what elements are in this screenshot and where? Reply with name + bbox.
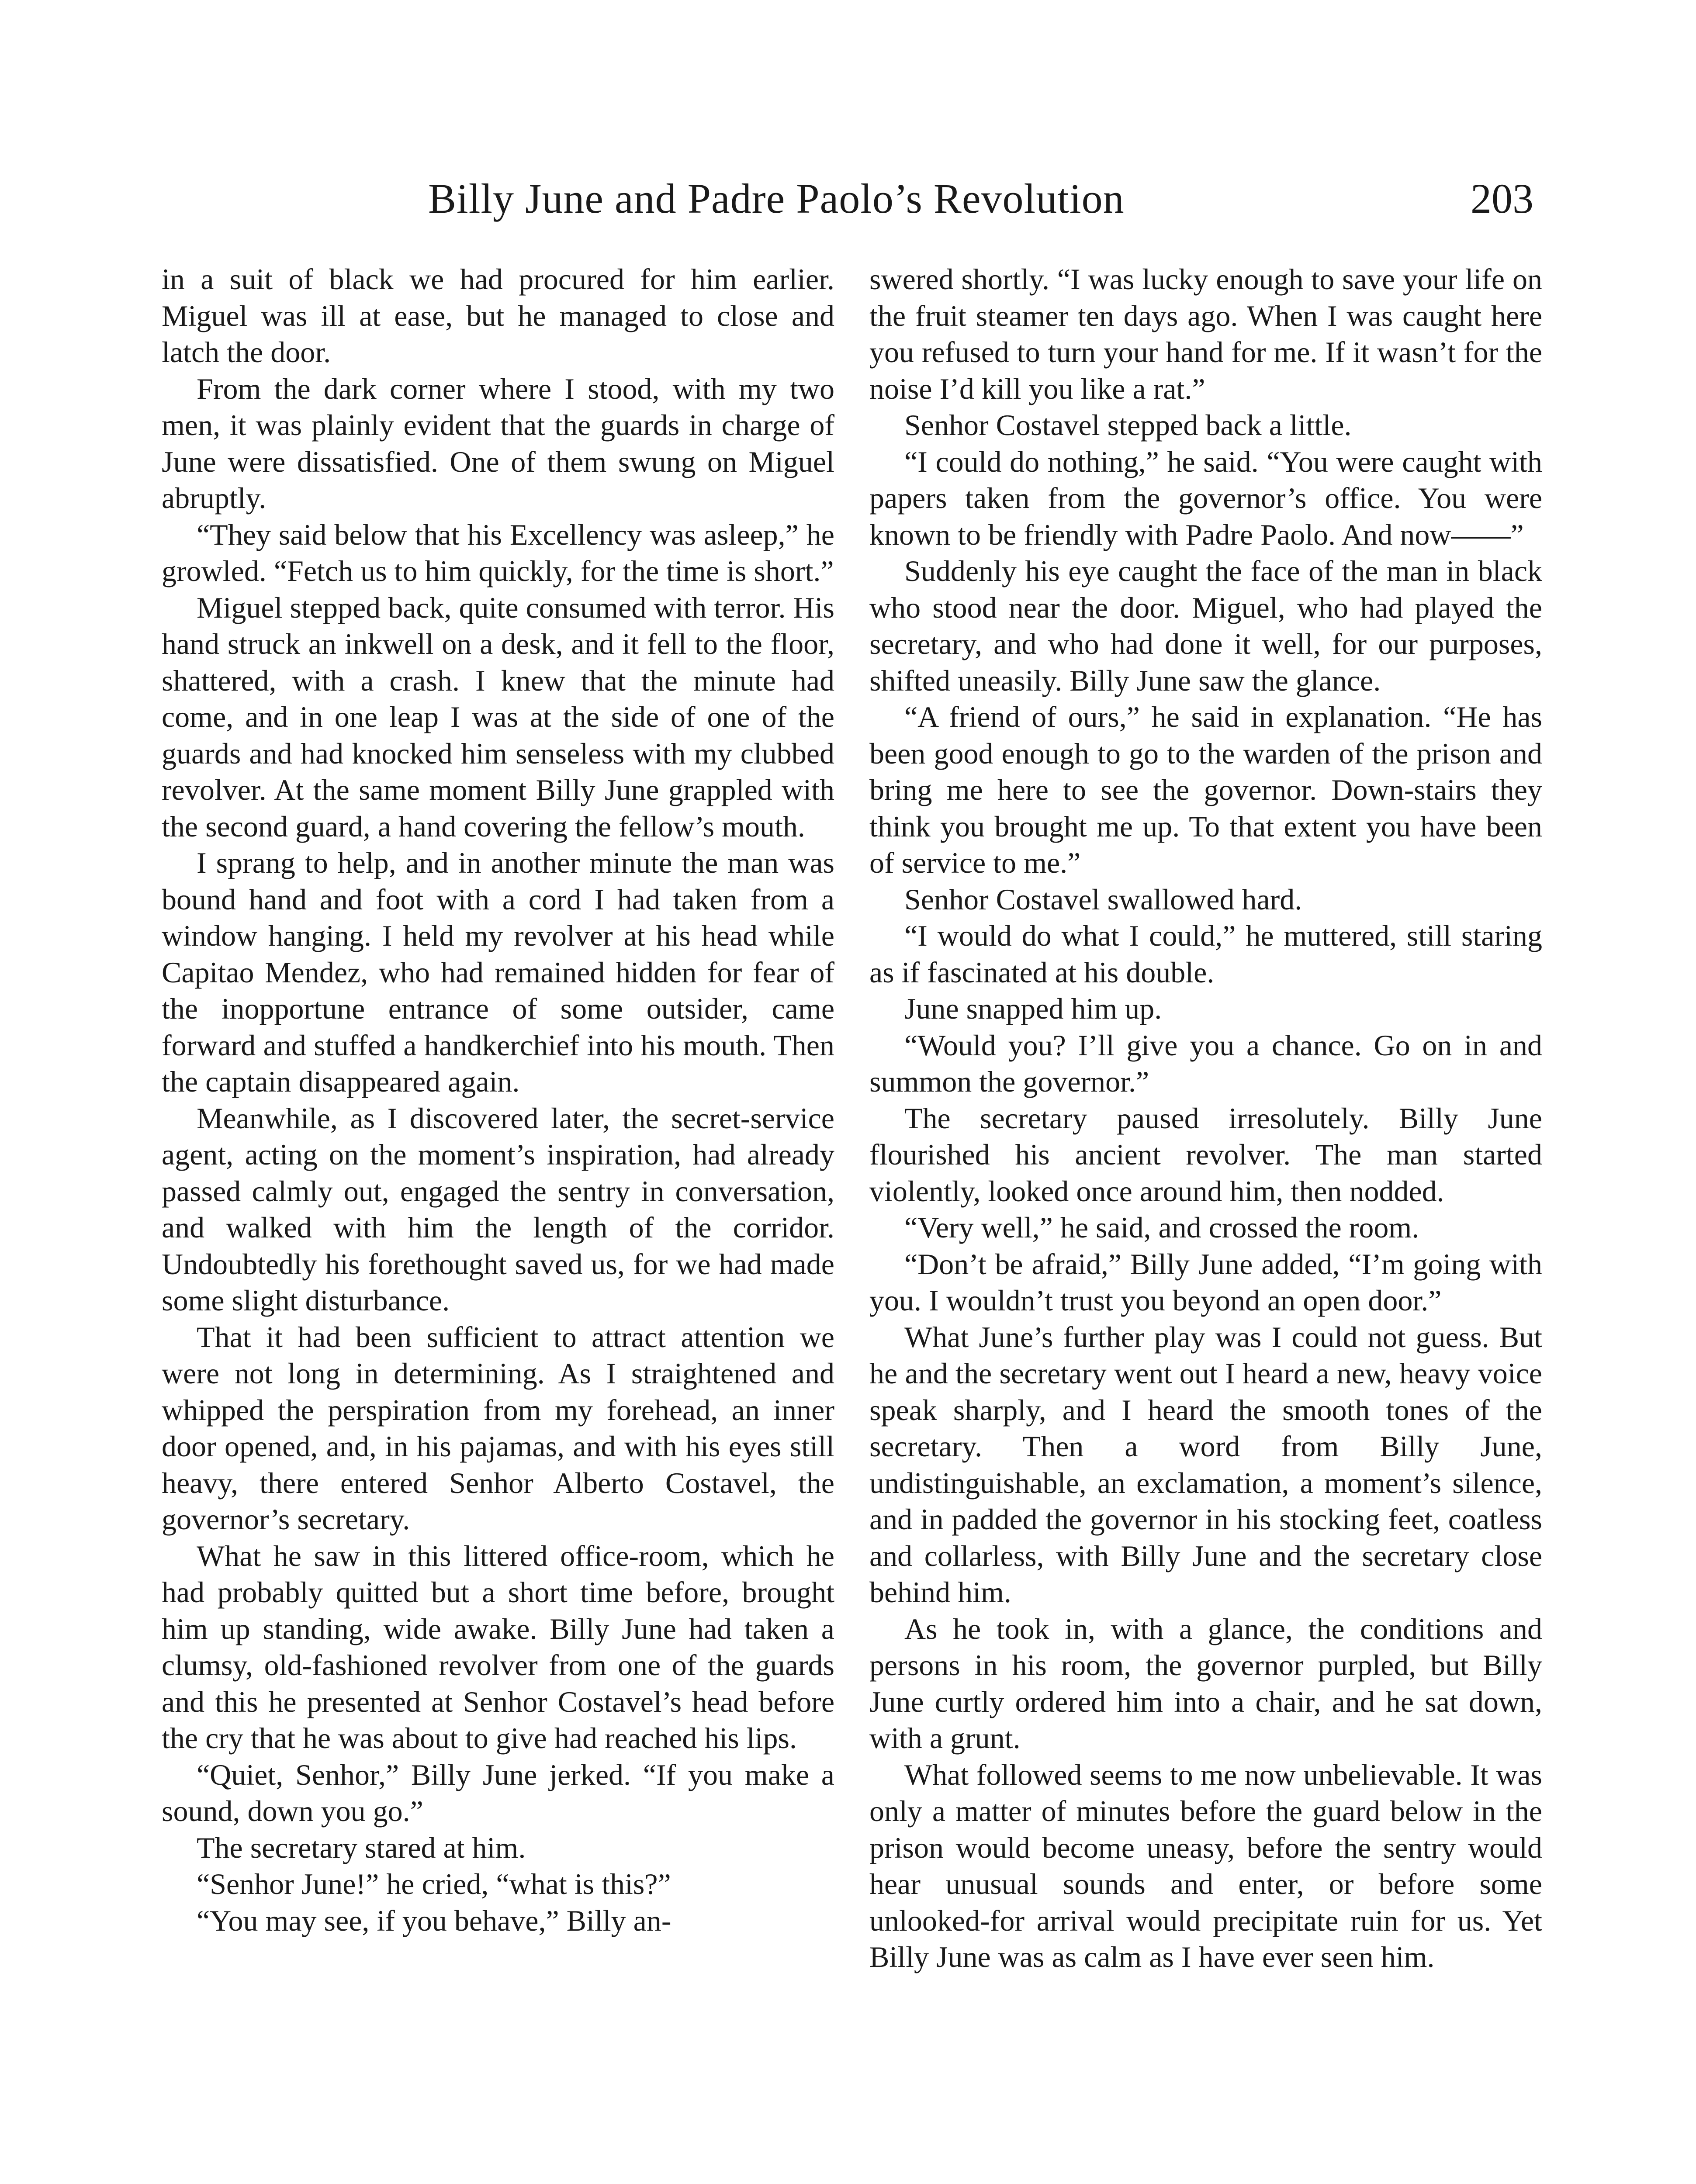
paragraph: Meanwhile, as I discovered later, the secret-service agent, acting on the moment’s inspiration, had already passed calmly out, engaged the sentry in conversation, and walked with him the length of the corridor. Undoubtedly his forethought saved us, for we had made some slight disturbance. bbox=[162, 1101, 834, 1317]
paragraph: Miguel stepped back, quite consumed with terror. His hand struck an inkwell on a desk, and it fell to the floor, shattered, with a crash. I knew that the minute had come, and in one leap I was at the side of one of the guards and had knocked him senseless with my clubbed revolver. At the same moment Billy June grappled with the second guard, a hand covering the fellow’s mouth. bbox=[162, 591, 834, 843]
paragraph: The secretary paused irresolutely. Billy June flourished his ancient revolver. The man started violently, looked once around him, then nodded. bbox=[869, 1101, 1542, 1208]
paragraph: What followed seems to me now unbelievable. It was only a matter of minutes before the guard below in the prison would become uneasy, before the sentry would hear unusual sounds and enter, or before some unlooked-for arrival would precipitate ruin for us. Yet Billy June was as calm as I have ever seen him. bbox=[869, 1758, 1542, 1973]
page-header bbox=[157, 173, 1533, 225]
paragraph: swered shortly. “I was lucky enough to save your life on the fruit steamer ten days ago. When I was caught here you refused to turn your hand for me. If it wasn’t for the noise I’d kill you like a rat.” bbox=[869, 263, 1542, 405]
paragraph: Senhor Costavel swallowed hard. bbox=[904, 882, 1302, 916]
paragraph: From the dark corner where I stood, with my two men, it was plainly evident that the guards in charge of June were dissatisfied. One of them swung on Miguel abruptly. bbox=[162, 372, 834, 515]
page-number: 203 bbox=[1471, 175, 1533, 222]
paragraph: “Quiet, Senhor,” Billy June jerked. “If you make a sound, down you go.” bbox=[162, 1758, 834, 1828]
paragraph: “Would you? I’ll give you a chance. Go on in and summon the governor.” bbox=[869, 1028, 1542, 1098]
paragraph: “I would do what I could,” he muttered, still staring as if fascinated at his double. bbox=[869, 919, 1542, 989]
paragraph: Senhor Costavel stepped back a little. bbox=[904, 408, 1352, 442]
paragraph: What he saw in this littered office-room, which he had probably quitted but a short time before, brought him up standing, wide awake. Billy June had taken a clumsy, old-fashioned revolver from one of the guards and this he presented at Senhor Costavel’s head before the cry that he was about to give had reached his lips. bbox=[162, 1539, 834, 1755]
running-head: Billy June and Padre Paolo’s Revolution bbox=[428, 175, 1125, 222]
paragraph: I sprang to help, and in another minute the man was bound hand and foot with a cord I had taken from a window hanging. I held my revolver at his head while Capitao Mendez, who had remained hidden for fear of the inopportune entrance of some outsider, came forward and stuffed a handkerchief into his mouth. Then the captain disappeared again. bbox=[162, 846, 834, 1098]
paragraph: “Very well,” he said, and crossed the room. bbox=[904, 1211, 1419, 1244]
paragraph: What June’s further play was I could not guess. But he and the secretary went out I heard a new, heavy voice speak sharply, and I heard the smooth tones of the secretary. Then a word from Billy June, undistinguishable, an exclamation, a moment’s silence, and in padded the governor in his stocking feet, coatless and collarless, with Billy June and the secretary close behind him. bbox=[869, 1320, 1542, 1609]
paragraph: As he took in, with a glance, the conditions and persons in his room, the governor purpled, but Billy June curtly ordered him into a chair, and he sat down, with a grunt. bbox=[869, 1612, 1542, 1755]
paragraph: June snapped him up. bbox=[904, 992, 1162, 1025]
paragraph: That it had been sufficient to attract attention we were not long in determining. As I straightened and whipped the perspiration from my forehead, an inner door opened, and, in his pajamas, and with his eyes still heavy, there entered Senhor Alberto Costavel, the governor’s secretary. bbox=[162, 1320, 834, 1536]
paragraph: in a suit of black we had procured for him earlier. Miguel was ill at ease, but he managed to close and latch the door. bbox=[162, 263, 834, 369]
right-column bbox=[869, 261, 1542, 1976]
paragraph: “A friend of ours,” he said in explanation. “He has been good enough to go to the warden of the prison and bring me here to see the governor. Down-stairs they think you brought me up. To that extent you have been of service to me.” bbox=[869, 700, 1542, 879]
paragraph: “You may see, if you behave,” Billy an- bbox=[197, 1904, 671, 1937]
paragraph: “Don’t be afraid,” Billy June added, “I’m going with you. I wouldn’t trust you beyond an open door.” bbox=[869, 1247, 1542, 1317]
paragraph: Suddenly his eye caught the face of the man in black who stood near the door. Miguel, who had played the secretary, and who had done it well, for our purposes, shifted uneasily. Billy June saw the glance. bbox=[869, 554, 1542, 697]
paragraph: “Senhor June!” he cried, “what is this?” bbox=[197, 1867, 671, 1901]
paragraph: The secretary stared at him. bbox=[197, 1831, 526, 1864]
paragraph: “They said below that his Excellency was asleep,” he growled. “Fetch us to him quickly, for the time is short.” bbox=[162, 518, 834, 587]
left-column bbox=[162, 261, 834, 1939]
paragraph: “I could do nothing,” he said. “You were caught with papers taken from the governor’s office. You were known to be friendly with Padre Paolo. And now——” bbox=[869, 445, 1542, 551]
